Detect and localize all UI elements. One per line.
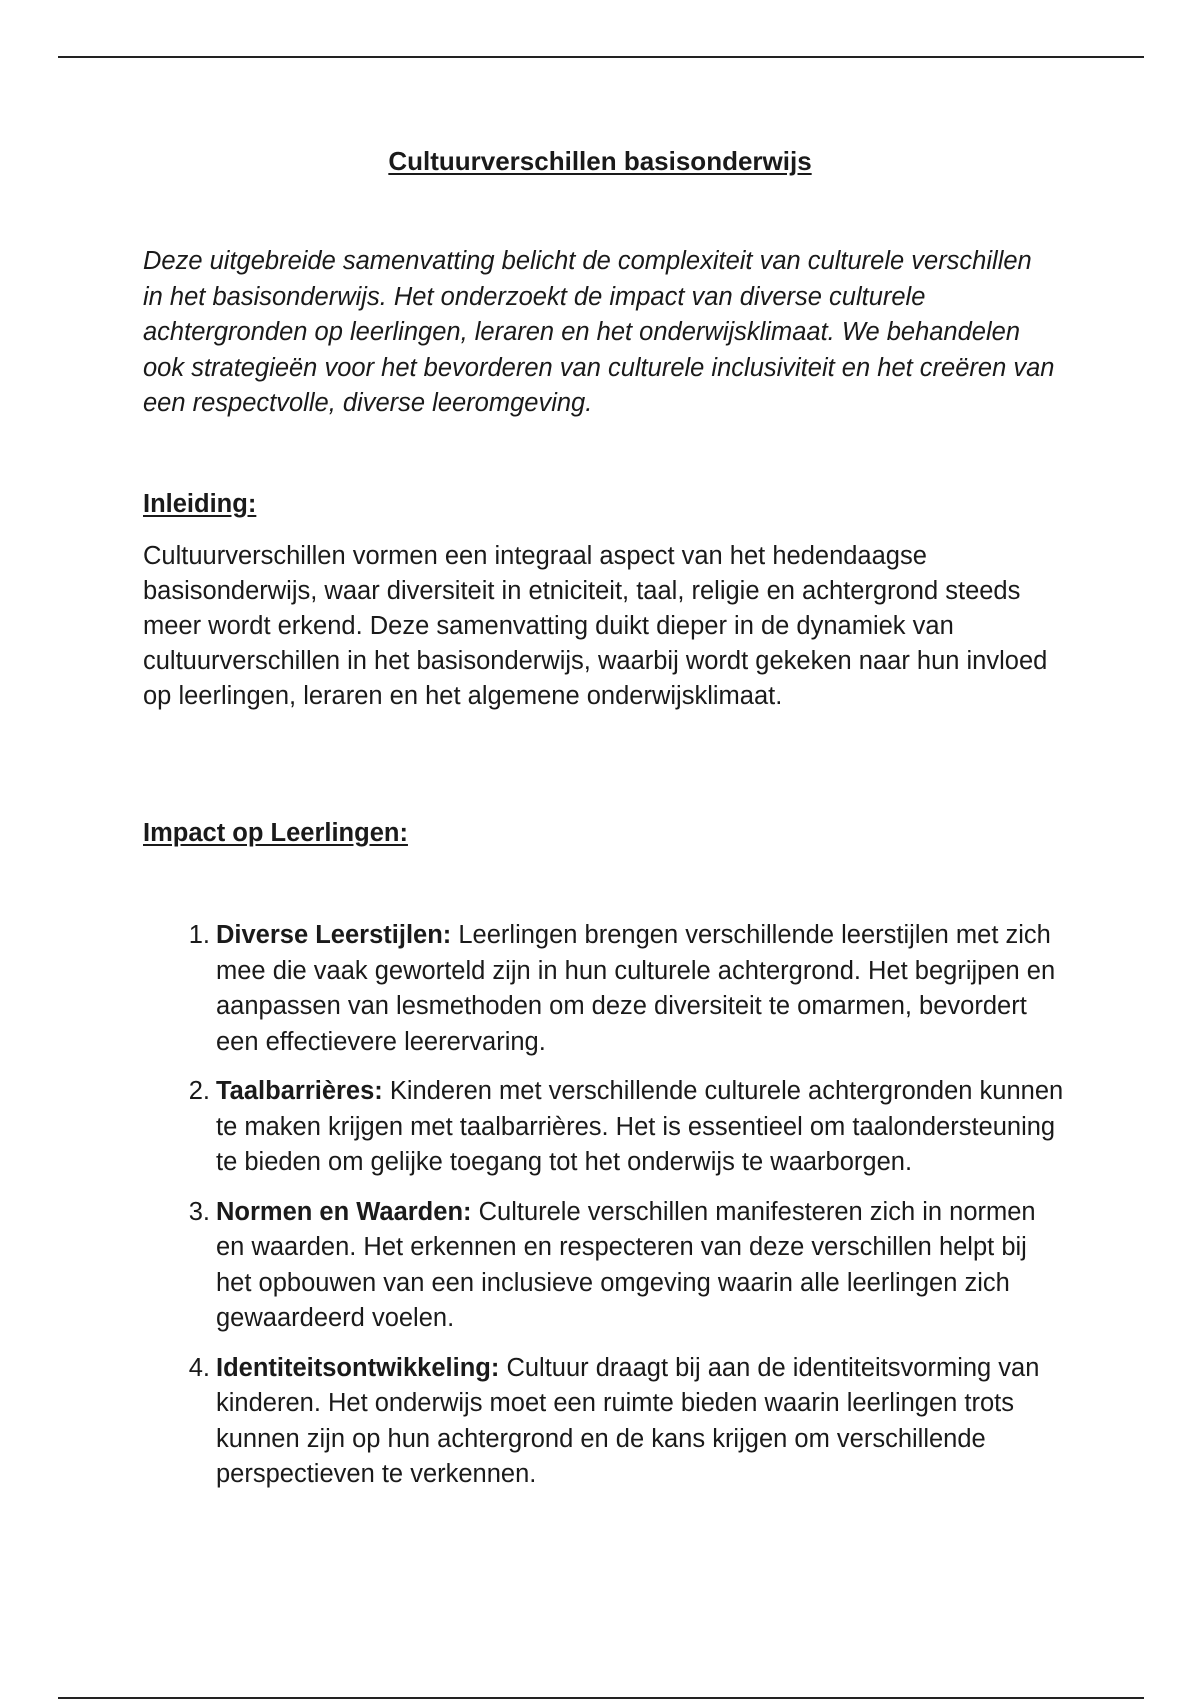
list-item [188, 1195, 1066, 1337]
intro-paragraph: Cultuurverschillen vormen een integraal aspect van het hedendaagse basisonderwijs, waar diversiteit in etniciteit, taal, religie en achtergrond steeds meer wordt erkend. Deze samenvatting duikt dieper in de dynamiek van cultuurverschillen in het basisonderwijs, waarbij wordt gekeken naar hun invloed op leerlingen, leraren en het algemene onderwijsklimaat. [143, 542, 1048, 710]
list-item-text: Culturele verschillen manifesteren zich in normen en waarden. Het erkennen en respecteren van deze verschillen helpt bij het opbouwen van een inclusieve omgeving waarin alle leerlingen zich gewaardeerd voelen. [216, 1197, 1036, 1332]
bottom-rule [58, 1697, 1144, 1699]
impact-list [188, 918, 1066, 1507]
list-item [188, 918, 1066, 1060]
list-item-number: 4. [188, 1353, 210, 1382]
list-item-term: Normen en Waarden: [216, 1197, 472, 1226]
page-title: Cultuurverschillen basisonderwijs [388, 146, 812, 176]
top-rule [58, 56, 1144, 58]
list-item-term: Identiteitsontwikkeling: [216, 1353, 500, 1382]
list-item-text: Cultuur draagt bij aan de identiteitsvorming van kinderen. Het onderwijs moet een ruimte bieden waarin leerlingen trots kunnen zijn op hun achtergrond en de kans krijgen om verschillende perspectieven te verkennen. [216, 1353, 1040, 1488]
list-item-text: Leerlingen brengen verschillende leerstijlen met zich mee die vaak geworteld zijn in hun culturele achtergrond. Het begrijpen en aanpassen van lesmethoden om deze diversiteit te omarmen, bevordert een effectievere leerervaring. [216, 921, 1056, 1056]
list-item-text: Kinderen met verschillende culturele achtergronden kunnen te maken krijgen met taalbarrières. Het is essentieel om taalondersteuning te bieden om gelijke toegang tot het onderwijs te waarborgen. [216, 1077, 1064, 1176]
abstract-paragraph: Deze uitgebreide samenvatting belicht de complexiteit van culturele verschillen in het basisonderwijs. Het onderzoekt de impact van diverse culturele achtergronden op leerlingen, leraren en het onderwijsklimaat. We behandelen ook strategieën voor het bevorderen van culturele inclusiviteit en het creëren van een respectvolle, diverse leeromgeving. [143, 247, 1055, 417]
list-item [188, 1074, 1066, 1181]
impact-heading: Impact op Leerlingen: [143, 819, 408, 847]
list-item-number: 3. [188, 1197, 210, 1226]
list-item-number: 1. [188, 921, 210, 949]
list-item-term: Diverse Leerstijlen: [216, 921, 452, 949]
list-item-number: 2. [188, 1077, 210, 1105]
list-item [188, 1351, 1066, 1493]
list-item-term: Taalbarrières: [216, 1077, 383, 1105]
intro-heading: Inleiding: [143, 490, 257, 518]
